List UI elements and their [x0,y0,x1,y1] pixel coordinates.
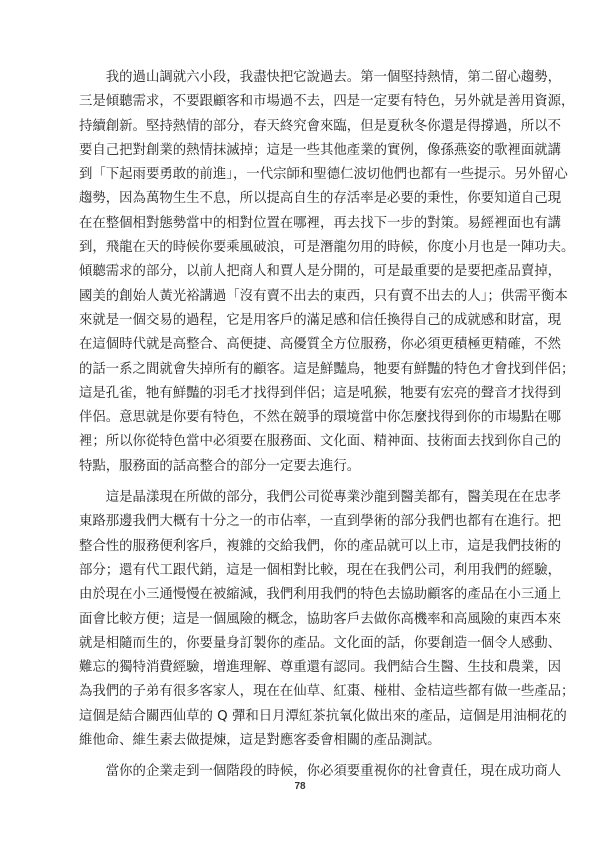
page-number: 78 [294,781,306,792]
text-line: 傾聽需求的部分，以前人把商人和賈人是分開的，可是最重要的是要把產品賣掉， [79,264,562,280]
text-line: 趨勢，因為萬物生生不息，所以提高自生的存活率是必要的秉性，你要知道自己現 [79,191,562,207]
text-line: 伴侶。意思就是你要有特色，不然在競爭的環境當中你怎麼找得到你的市場點在哪 [79,410,562,426]
text-line: 部分；還有代工跟代銷，這是一個相對比較，現在在我們公司，利用我們的經驗， [79,562,562,578]
text-line: 這是晶漾現在所做的部分，我們公司從專業沙龍到醫美都有，醫美現在在忠孝 [79,490,562,506]
text-line: 由於現在小三通慢慢在被縮減，我們利用我們的特色去協助顧客的產品在小三通上 [79,587,562,603]
text-line: 來就是一個交易的過程，它是用客戶的滿足感和信任換得自己的成就感和財富，現 [79,312,562,328]
text-line: 東路那邊我們大概有十分之一的市佔率，一直到學術的部分我們也都有在進行。把 [79,514,562,530]
text-line: 持續創新。堅持熱情的部分，春天終究會來臨，但是夏秋冬你還是得撐過，所以不 [79,118,562,134]
paragraph-1 [79,66,575,479]
text-line: 特點，服務面的話高整合的部分一定要去進行。 [79,458,361,474]
text-line: 當你的企業走到一個階段的時候，你必須要重視你的社會責任，現在成功商人 [79,764,562,780]
text-line: 這是孔雀，牠有鮮豔的羽毛才找得到伴侶；這是吼猴，牠要有宏亮的聲音才找得到 [79,385,562,401]
text-line: 到，飛龍在天的時候你要乘風破浪，可是潛龍勿用的時候，你度小月也是一陣功夫。 [79,240,575,256]
text-line: 的話一系之間就會失掉所有的顧客。這是鮮豔鳥，牠要有鮮豔的特色才會找到伴侶； [79,361,575,377]
text-line: 三是傾聽需求，不要跟顧客和市場過不去，四是一定要有特色，另外就是善用資源， [79,94,575,110]
text-line: 難忘的獨特消費經驗，增進理解、尊重還有認同。我們結合生醫、生技和農業，因 [79,660,562,676]
text-line: 在在整個相對態勢當中的相對位置在哪裡，再去找下一步的對策。易經裡面也有講 [79,215,562,231]
text-line: 維他命、維生素去做提煉，這是對應客委會相關的產品測試。 [79,733,441,749]
text-line: 面會比較方便；這是一個風險的概念，協助客戶去做你高機率和高風險的東西本來 [79,611,562,627]
body-text [79,66,575,785]
text-line: 這個是結合關西仙草的 Q 彈和日月潭紅茶抗氧化做出來的產品，這個是用油桐花的 [79,708,567,724]
text-line: 到「下起雨要勇敢的前進」，一代宗師和聖德仁波切他們也都有一些提示。另外留心 [79,167,568,183]
text-line: 要自己把對創業的熱情抹滅掉；這是一些其他產業的實例，像孫燕姿的歌裡面就講 [79,142,562,158]
text-line: 我的過山調就六小段，我盡快把它說過去。第一個堅持熱情，第二留心趨勢， [79,70,562,85]
text-line: 國美的創始人黃光裕講過「沒有賣不出去的東西，只有賣不出去的人」；供需平衡本 [79,288,568,304]
text-line: 就是相隨而生的，你要量身訂製你的產品。文化面的話，你要創造一個令人感動、 [79,635,562,651]
text-line: 整合性的服務便利客戶，複雜的交給我們，你的產品就可以上市，這是我們技術的 [79,538,562,554]
text-line: 為我們的子弟有很多客家人，現在在仙草、紅棗、椪柑、金桔這些都有做一些產品； [79,684,575,700]
paragraph-2 [79,486,575,753]
text-line: 裡；所以你從特色當中必須要在服務面、文化面、精神面、技術面去找到你自己的 [79,434,562,450]
text-line: 在這個時代就是高整合、高便捷、高優質全方位服務，你必須更積極更精確，不然 [79,337,562,353]
